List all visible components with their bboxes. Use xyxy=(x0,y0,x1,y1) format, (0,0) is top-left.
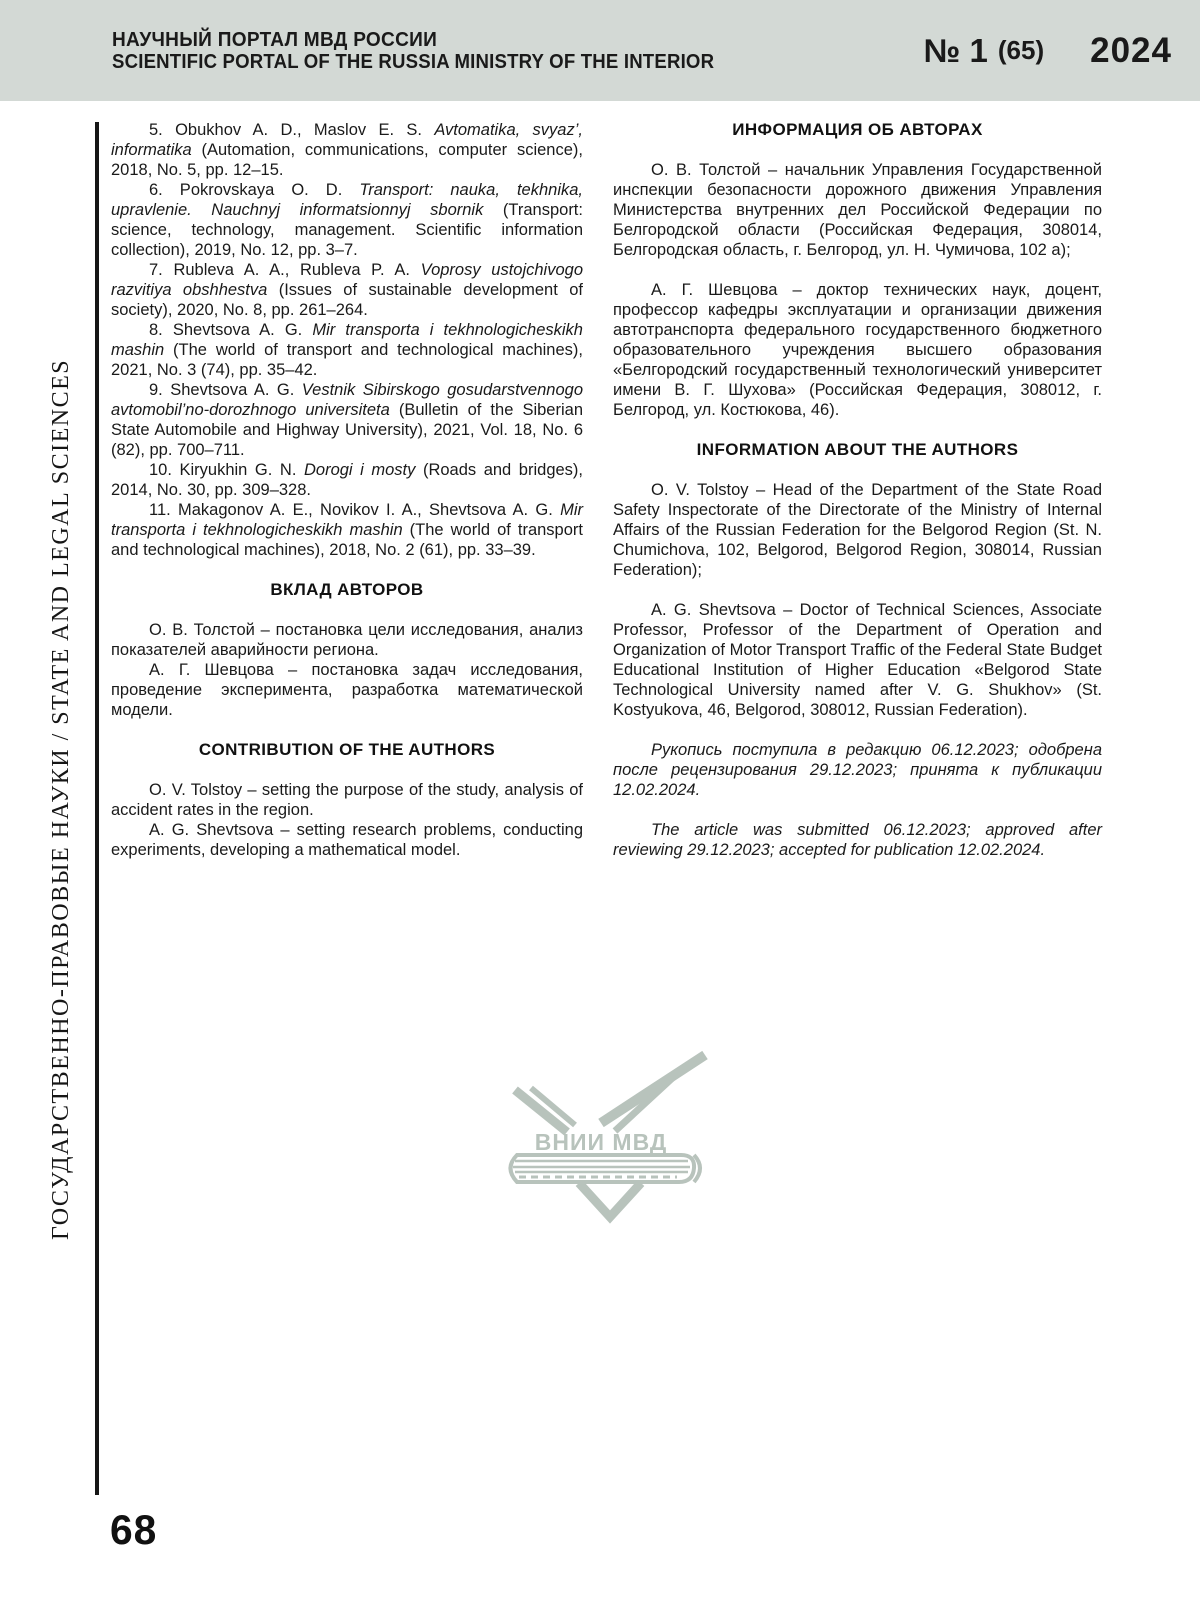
journal-title-ru: НАУЧНЫЙ ПОРТАЛ МВД РОССИИ xyxy=(112,27,438,51)
contribution-ru-paragraph: А. Г. Шевцова – постановка задач исследования, проведение эксперимента, разработка математической модели. xyxy=(111,661,583,719)
sidebar-section-label: ГОСУДАРСТВЕННО-ПРАВОВЫЕ НАУКИ / STATE AND LEGAL SCIENCES xyxy=(48,358,74,1240)
contribution-en-paragraph: O. V. Tolstoy – setting the purpose of the study, analysis of accident rates in the region. xyxy=(111,781,583,819)
section-heading-contribution-en: CONTRIBUTION OF THE AUTHORS xyxy=(198,740,496,759)
sidebar-rule xyxy=(95,122,99,1495)
issue-cumulative-number: (65) xyxy=(997,35,1045,65)
contribution-en-paragraph: A. G. Shevtsova – setting research problems, conducting experiments, developing a mathematical model. xyxy=(111,821,583,859)
author-info-en-paragraph: A. G. Shevtsova – Doctor of Technical Sciences, Associate Professor, Professor of the Department of Operation and Organization of Motor Transport Traffic of the Federal State Budget Educational Institution of Higher Education «Belgorod State Technological University named after V. G. Shukhov» (St. Kostyukova, 46, Belgorod, 308012, Russian Federation). xyxy=(613,601,1102,719)
submission-note-ru: Рукопись поступила в редакцию 06.12.2023; одобрена после рецензирования 29.12.2023; принята к публикации 12.02.2024. xyxy=(613,741,1102,799)
reference-item: 5. Obukhov A. D., Maslov E. S. Avtomatika, svyaz’, informatika (Automation, communications, computer science), 2018, No. 5, pp. 12–15. xyxy=(111,121,583,179)
section-heading-authors-ru: ИНФОРМАЦИЯ ОБ АВТОРАХ xyxy=(732,120,983,139)
references-list xyxy=(111,120,583,560)
issue-number: № 1 xyxy=(923,31,988,69)
left-column xyxy=(111,120,583,860)
section-heading-contribution-ru: ВКЛАД АВТОРОВ xyxy=(270,580,424,599)
journal-title-block xyxy=(112,29,714,73)
page-number: 68 xyxy=(110,1506,158,1553)
vnii-mvd-logo-icon xyxy=(495,1030,710,1225)
watermark-label: ВНИИ МВД xyxy=(534,1129,668,1155)
submission-note-en: The article was submitted 06.12.2023; approved after reviewing 29.12.2023; accepted for publication 12.02.2024. xyxy=(613,821,1102,859)
author-info-en-paragraph: O. V. Tolstoy – Head of the Department of the State Road Safety Inspectorate of the Directorate of the Ministry of Internal Affairs of the Russian Federation for the Belgorod Region (St. N. Chumichova, 102, Belgorod, Belgorod Region, 308014, Russian Federation); xyxy=(613,481,1102,579)
author-info-ru-paragraph: А. Г. Шевцова – доктор технических наук, доцент, профессор кафедры эксплуатации и организации движения автотранспорта федерального государственного бюджетного образовательного учреждения высшего образования «Белгородский государственный технологический университет имени В. Г. Шухова» (Российская Федерация, 308012, г. Белгород, ул. Костюкова, 46). xyxy=(613,281,1102,419)
issue-year: 2024 xyxy=(1090,30,1172,70)
contribution-ru-paragraph: О. В. Толстой – постановка цели исследования, анализ показателей аварийности региона. xyxy=(111,621,583,659)
reference-item: 9. Shevtsova A. G. Vestnik Sibirskogo gosudarstvennogo avtomobil’no-dorozhnogo universiteta (Bulletin of the Siberian State Automobile and Highway University), 2021, Vol. 18, No. 6 (82), pp. 700–711. xyxy=(111,381,583,459)
reference-item: 11. Makagonov A. E., Novikov I. A., Shevtsova A. G. Mir transporta i tekhnologicheskikh mashin (The world of transport and technological machines), 2018, No. 2 (61), pp. 33–39. xyxy=(111,501,583,559)
right-column xyxy=(613,120,1102,860)
journal-title-en: SCIENTIFIC PORTAL OF THE RUSSIA MINISTRY OF THE INTERIOR xyxy=(112,50,715,73)
issue-info xyxy=(924,0,1172,101)
journal-header xyxy=(0,0,1200,101)
author-info-ru-paragraph: О. В. Толстой – начальник Управления Государственной инспекции безопасности дорожного движения Управления Министерства внутренних дел Российской Федерации по Белгородской области (Российская Федерация, 308014, Белгородская область, г. Белгород, ул. Н. Чумичова, 102 а); xyxy=(613,161,1102,259)
reference-item: 7. Rubleva A. A., Rubleva P. A. Voprosy ustojchivogo razvitiya obshhestva (Issues of sustainable development of society), 2020, No. 8, pp. 261–264. xyxy=(111,261,583,319)
section-heading-authors-en: INFORMATION ABOUT THE AUTHORS xyxy=(696,440,1019,459)
reference-item: 6. Pokrovskaya O. D. Transport: nauka, tekhnika, upravlenie. Nauchnyj informatsionnyj sbornik (Transport: science, technology, management. Scientific information collection), 2019, No. 12, pp. 3–7. xyxy=(111,181,583,259)
reference-item: 10. Kiryukhin G. N. Dorogi i mosty (Roads and bridges), 2014, No. 30, pp. 309–328. xyxy=(111,461,583,499)
reference-item: 8. Shevtsova A. G. Mir transporta i tekhnologicheskikh mashin (The world of transport and technological machines), 2021, No. 3 (74), pp. 35–42. xyxy=(111,321,583,379)
vnii-mvd-watermark xyxy=(495,1030,710,1225)
